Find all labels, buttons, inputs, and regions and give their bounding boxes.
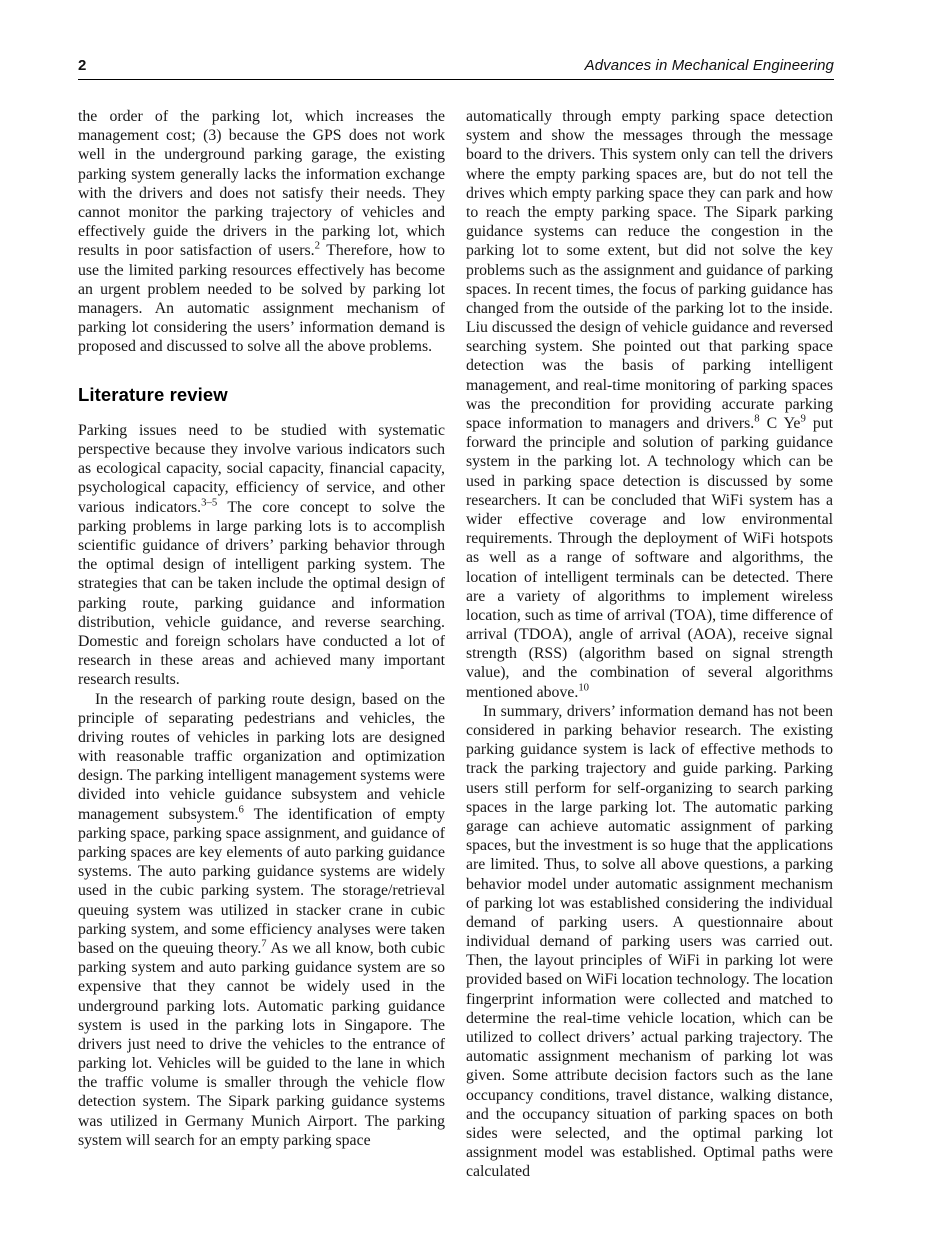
page-content xyxy=(78,57,834,1182)
paragraph-text: put forward the principle and solution of parking guidance system in the parking lot. A technology which can be used in parking space detection is discussed by some researchers. It can be concluded that WiFi system has a wider effective coverage and low environmental requirements. Through the deployment of WiFi hotspots as well as a range of software and algorithms, the location of intelligent terminals can be detected. There are a variety of algorithms to implement wireless location, such as time of arrival (TOA), time difference of arrival (TDOA), angle of arrival (AOA), receive signal strength (RSS) (algorithm based on signal strength value), and the combination of several algorithms mentioned above. xyxy=(466,415,834,701)
page-number: 2 xyxy=(78,57,87,74)
citation-superscript: 8 xyxy=(754,412,760,425)
citation-superscript: 2 xyxy=(314,240,321,253)
paragraph-text: In the research of parking route design, based on the principle of separating pedestrians and vehicles, the driving routes of vehicles in parking lots are designed with reasonable traffic organization and optimization design. The parking intelligent management systems were divided into vehicle guidance subsystem and vehicle management subsystem. xyxy=(78,690,445,823)
paragraph-text: The identification of empty parking space, parking space assignment, and guidance of parking spaces are key elements of auto parking guidance systems. The auto parking guidance systems are widely used in the cubic parking system. The storage/retrieval queuing system was utilized in stacker crane in cubic parking system, and some efficiency analyses were taken based on the queuing theory. xyxy=(78,805,445,957)
paragraph xyxy=(466,702,833,1182)
article-body xyxy=(78,107,834,1182)
citation-superscript: 3–5 xyxy=(201,496,218,509)
citation-superscript: 10 xyxy=(578,681,590,694)
header-rule xyxy=(78,79,834,80)
citation-superscript: 7 xyxy=(261,937,267,950)
citation-superscript: 6 xyxy=(238,803,244,816)
paragraph-text: C Ye xyxy=(759,415,801,432)
paragraph-text: Parking issues need to be studied with systematic perspective because they involve various indicators such as ecological capacity, social capacity, financial capacity, psychological capacity, efficiency of service, and other various indicators. xyxy=(78,421,445,516)
paragraph-text: As we all know, both cubic parking system and auto parking guidance system are so expensive that they cannot be widely used in the underground parking lots. Automatic parking guidance system is used in the parking lots in Singapore. The drivers just need to drive the vehicles to the entrance of parking lot. Vehicles will be guided to the lane in which the traffic volume is smaller through the vehicle flow detection system. The Sipark parking guidance systems was utilized in Germany Munich Airport. The parking system will search for an empty parking space xyxy=(78,939,445,1149)
journal-title: Advances in Mechanical Engineering xyxy=(584,57,834,74)
paragraph xyxy=(466,107,833,702)
paragraph-text: the order of the parking lot, which increases the management cost; (3) because the GPS does not work well in the underground parking garage, the existing parking system generally lacks the information exchange with the drivers and does not satisfy their needs. They cannot monitor the parking trajectory of vehicles and effectively guide the drivers in the parking lot, which results in poor satisfaction of users. xyxy=(78,108,445,260)
page-header xyxy=(78,57,834,79)
column-left xyxy=(78,107,445,1182)
paragraph xyxy=(78,421,445,690)
paragraph xyxy=(78,690,445,1151)
paragraph-text: In summary, drivers’ information demand has not been considered in parking behavior research. The existing parking guidance system is lack of effective methods to track the parking trajectory and guide parking. Parking users still perform for self-organizing to search parking spaces in the large parking lot. The automatic parking garage can achieve automatic assignment of parking spaces, but the investment is so huge that the applications are limited. Thus, to solve all above questions, a parking behavior model under automatic assignment mechanism of parking lot was established considering the individual demand of parking users. A questionnaire about individual demand of parking users was carried out. Then, the layout principles of WiFi in parking lot were provided based on WiFi location technology. The location fingerprint information were collected and matched to determine the real-time vehicle location, which can be utilized to collect drivers’ actual parking trajectory. The automatic assignment mechanism of parking lot was given. Some attribute decision factors such as the lane occupancy conditions, travel distance, walking distance, and the occupancy situation of parking spaces on both sides were selected, and the optimal parking lot assignment model was established. Optimal paths were calculated xyxy=(466,702,833,1181)
citation-superscript: 9 xyxy=(800,412,806,425)
paragraph-text: Therefore, how to use the limited parking resources effectively has become an urgent problem needed to be solved by parking lot managers. An automatic assignment mechanism of parking lot considering the users’ information demand is proposed and discussed to solve all the above problems. xyxy=(78,242,446,356)
paragraph-text: The core concept to solve the parking problems in large parking lots is to accomplish scientific guidance of drivers’ parking behavior through the optimal design of intelligent parking system. The strategies that can be taken include the optimal design of parking route, parking guidance and information distribution, vehicle guidance, and reverse searching. Domestic and foreign scholars have conducted a lot of research in these areas and achieved many important research results. xyxy=(78,498,445,689)
paragraph-text: automatically through empty parking space detection system and show the messages through the message board to the drivers. This system only can tell the drivers where the empty parking spaces are, but do not tell the drives which empty parking space they can park and how to reach the empty parking space. The Sipark parking guidance systems can reduce the congestion in the parking lot to some extent, but did not solve the key problems such as the assignment and guidance of parking spaces. In recent times, the focus of parking guidance has changed from the outside of the parking lot to the inside. Liu discussed the design of vehicle guidance and reversed searching system. She pointed out that parking space detection was the basis of parking intelligent management, and real-time monitoring of parking spaces was the precondition for providing accurate parking space information to managers and drivers. xyxy=(466,108,833,432)
paragraph xyxy=(78,107,445,356)
section-heading: Literature review xyxy=(78,384,228,406)
column-right xyxy=(466,107,833,1182)
